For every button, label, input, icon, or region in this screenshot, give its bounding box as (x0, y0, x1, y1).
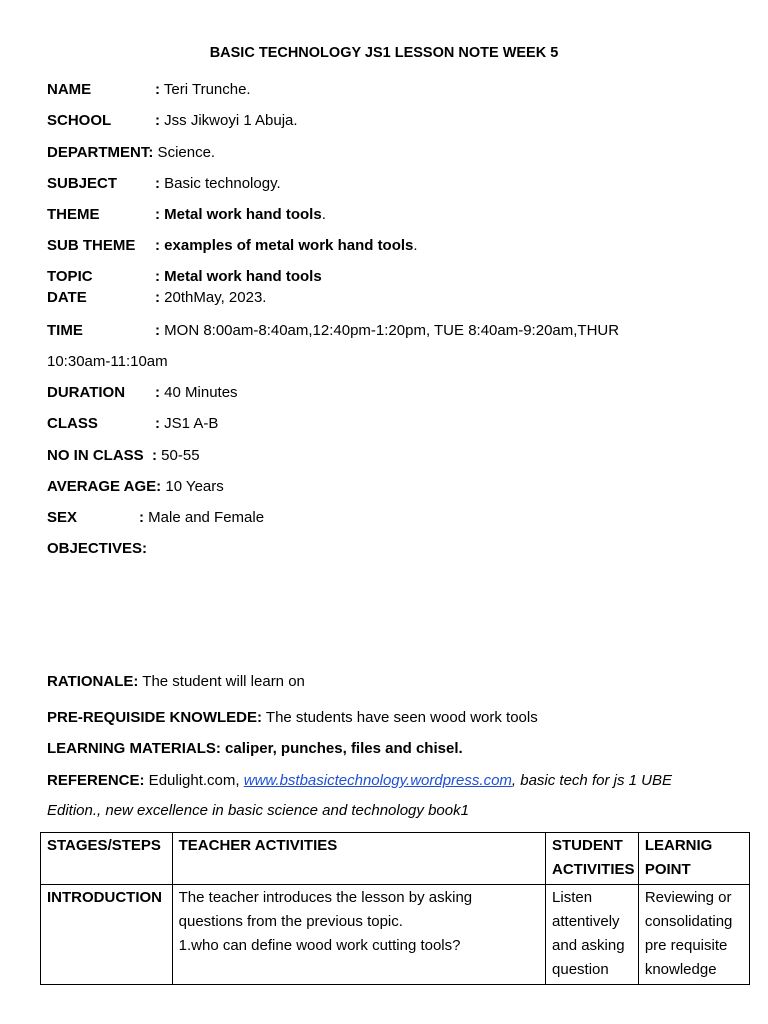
reference-label: REFERENCE: (47, 772, 145, 789)
field-value: Basic technology. (160, 175, 281, 192)
field-label: AVERAGE AGE: (47, 478, 162, 495)
header-stages-steps: STAGES/STEPS (41, 833, 173, 885)
field-label: SEX (47, 509, 78, 526)
header-student-activities: STUDENT ACTIVITIES (546, 833, 639, 885)
cell-line: and asking (552, 937, 625, 954)
field-objectives (47, 540, 147, 557)
field-separator: : (155, 175, 160, 192)
field-theme (47, 206, 326, 223)
rationale-label: RATIONALE: (47, 673, 139, 690)
cell-line: attentively (552, 913, 620, 930)
field-separator: : (155, 206, 160, 223)
field-value: Science. (153, 144, 216, 161)
cell-line: questions from the previous topic. (178, 913, 403, 930)
rationale (47, 673, 305, 690)
field-value: Metal work hand tools (160, 206, 322, 223)
table-header-row (41, 833, 750, 885)
cell-line: Reviewing or (644, 889, 732, 906)
field-date (47, 289, 266, 306)
field-tail: . (413, 237, 418, 254)
field-separator: : (155, 112, 160, 129)
field-topic (47, 268, 322, 285)
field-time-continuation: 10:30am-11:10am (47, 353, 168, 370)
field-value: 10 Years (161, 478, 224, 495)
field-value: Jss Jikwoyi 1 Abuja. (160, 112, 298, 129)
field-duration (47, 384, 238, 401)
reference-value: Edulight.com, (144, 772, 244, 789)
reference-value-cont: , basic tech for js 1 UBE (511, 772, 672, 789)
field-label: THEME (47, 206, 100, 223)
field-separator: : (155, 415, 160, 432)
field-class (47, 415, 218, 432)
field-time (47, 322, 619, 339)
field-no-in-class (47, 447, 200, 464)
field-department (47, 144, 215, 161)
cell-student-activities (546, 885, 639, 985)
field-value: Male and Female (144, 509, 265, 526)
reference-line-2: Edition., new excellence in basic science and technology book1 (47, 802, 469, 819)
cell-line: knowledge (644, 961, 717, 978)
prerequisite-label: PRE-REQUISIDE KNOWLEDE: (47, 709, 263, 726)
field-label: SUBJECT (47, 175, 118, 192)
field-separator: : (155, 268, 160, 285)
field-value: Metal work hand tools (160, 268, 322, 285)
field-value: JS1 A-B (160, 415, 219, 432)
field-school (47, 112, 298, 129)
cell-line: question (552, 961, 609, 978)
field-subject (47, 175, 281, 192)
field-label: TOPIC (47, 268, 93, 285)
field-separator: : (155, 322, 160, 339)
field-label: NO IN CLASS (47, 447, 144, 464)
field-label: SUB THEME (47, 237, 136, 254)
prerequisite-knowledge (47, 709, 538, 726)
field-name (47, 81, 251, 98)
table-row (41, 885, 750, 985)
cell-line: consolidating (644, 913, 733, 930)
field-value: 40 Minutes (160, 384, 238, 401)
field-label: SCHOOL (47, 112, 112, 129)
field-tail: . (321, 206, 326, 223)
field-label: NAME (47, 81, 92, 98)
reference-link[interactable]: www.bstbasictechnology.wordpress.com (243, 772, 512, 789)
field-sex (47, 509, 264, 526)
learning-materials-value: caliper, punches, files and chisel. (220, 740, 463, 757)
field-average-age (47, 478, 224, 495)
field-value: Teri Trunche. (160, 81, 251, 98)
field-separator: : (155, 237, 160, 254)
field-label: DEPARTMENT: (47, 144, 154, 161)
lesson-table (40, 832, 750, 985)
field-value: 20thMay, 2023. (160, 289, 267, 306)
field-label: DURATION (47, 384, 126, 401)
cell-line: 1.who can define wood work cutting tools? (178, 937, 461, 954)
field-separator: : (155, 289, 160, 306)
header-teacher-activities: TEACHER ACTIVITIES (172, 833, 545, 885)
field-separator: : (155, 384, 160, 401)
cell-stage: INTRODUCTION (41, 885, 173, 985)
field-value: MON 8:00am-8:40am,12:40pm-1:20pm, TUE 8:40am-9:20am,THUR (160, 322, 620, 339)
field-separator: : (152, 447, 157, 464)
cell-teacher-activities (172, 885, 545, 985)
cell-learning-point (638, 885, 749, 985)
cell-line: The teacher introduces the lesson by asking (178, 889, 473, 906)
cell-line: pre requisite (644, 937, 728, 954)
field-sub-theme (47, 237, 418, 254)
rationale-value: The student will learn on (138, 673, 305, 690)
field-value: 50-55 (157, 447, 200, 464)
field-separator: : (155, 81, 160, 98)
learning-materials (47, 740, 463, 757)
field-label: DATE (47, 289, 87, 306)
field-label: OBJECTIVES: (47, 540, 148, 557)
page-title: BASIC TECHNOLOGY JS1 LESSON NOTE WEEK 5 (209, 45, 559, 61)
cell-line: Listen (552, 889, 593, 906)
reference (47, 772, 672, 789)
field-value: examples of metal work hand tools (160, 237, 414, 254)
field-label: TIME (47, 322, 83, 339)
prerequisite-value: The students have seen wood work tools (262, 709, 538, 726)
header-learning-point: LEARNIG POINT (638, 833, 749, 885)
learning-materials-label: LEARNING MATERIALS: (47, 740, 221, 757)
field-label: CLASS (47, 415, 98, 432)
field-separator: : (139, 509, 144, 526)
